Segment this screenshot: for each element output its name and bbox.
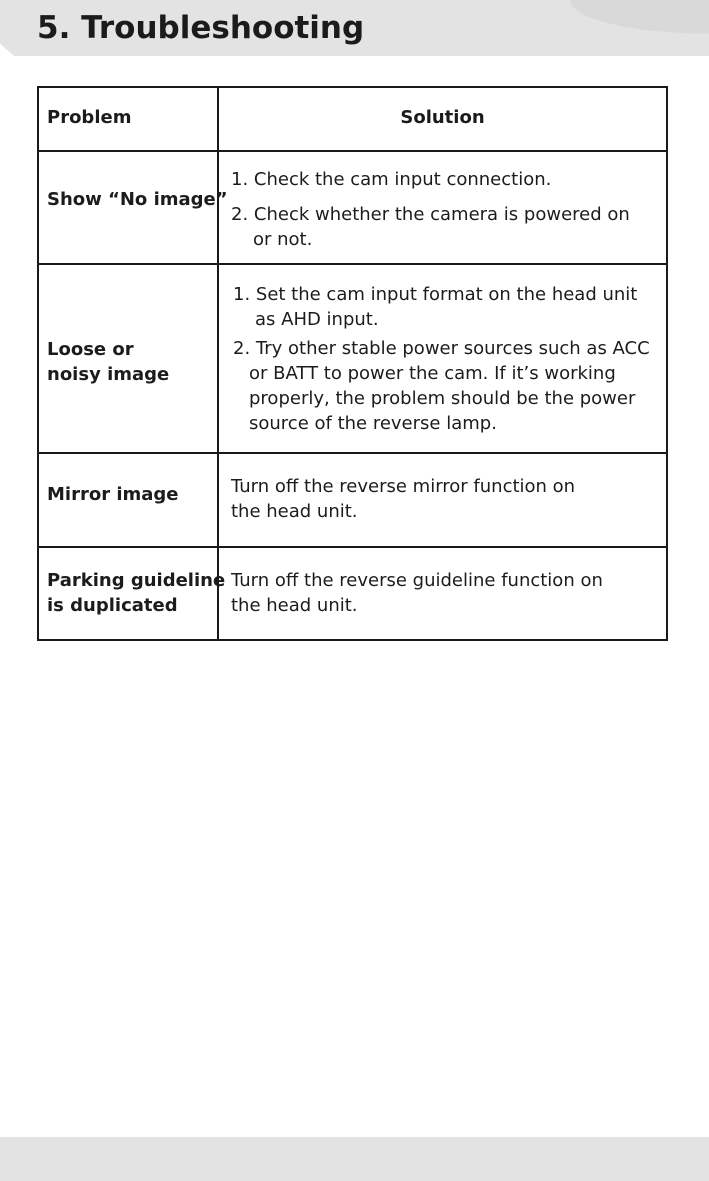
table-header-row [39, 88, 666, 150]
problem-cell [47, 568, 226, 618]
problem-line: Loose or [47, 339, 134, 360]
solution-line: source of the reverse lamp. [249, 413, 497, 434]
column-header-solution: Solution [400, 107, 485, 128]
problem-cell [47, 337, 215, 387]
solution-line: Turn off the reverse mirror function on [231, 476, 576, 497]
solution-line: 1. Set the cam input format on the head unit [233, 284, 638, 305]
solution-cell [231, 568, 603, 618]
solution-cell [231, 167, 630, 252]
table-row [39, 546, 666, 641]
footer-band [0, 1137, 709, 1181]
solution-line: 1. Check the cam input connection. [231, 169, 552, 190]
problem-line: Parking guideline [47, 570, 226, 591]
solution-line: the head unit. [231, 501, 358, 522]
solution-line: as AHD input. [255, 309, 379, 330]
solution-line: 2. Try other stable power sources such as ACC [233, 338, 650, 359]
problem-line: Show “No image” [47, 189, 228, 210]
solution-line: properly, the problem should be the power [249, 388, 636, 409]
solution-line: the head unit. [231, 595, 358, 616]
problem-line: noisy image [47, 364, 170, 385]
table-row [39, 452, 666, 547]
column-header-problem: Problem [47, 107, 132, 128]
solution-line: 2. Check whether the camera is powered on [231, 204, 630, 225]
solution-line: or not. [253, 229, 313, 250]
solution-line: Turn off the reverse guideline function on [231, 570, 603, 591]
table-row [39, 150, 666, 263]
problem-line: is duplicated [47, 595, 178, 616]
solution-line: or BATT to power the cam. If it’s working [249, 363, 616, 384]
troubleshooting-table [37, 86, 668, 641]
problem-cell [47, 187, 228, 212]
solution-cell [233, 282, 650, 436]
problem-cell [47, 482, 215, 507]
problem-line: Mirror image [47, 484, 179, 505]
solution-cell [231, 474, 575, 524]
table-row [39, 263, 666, 452]
page-title: 5. Troubleshooting [37, 10, 365, 46]
